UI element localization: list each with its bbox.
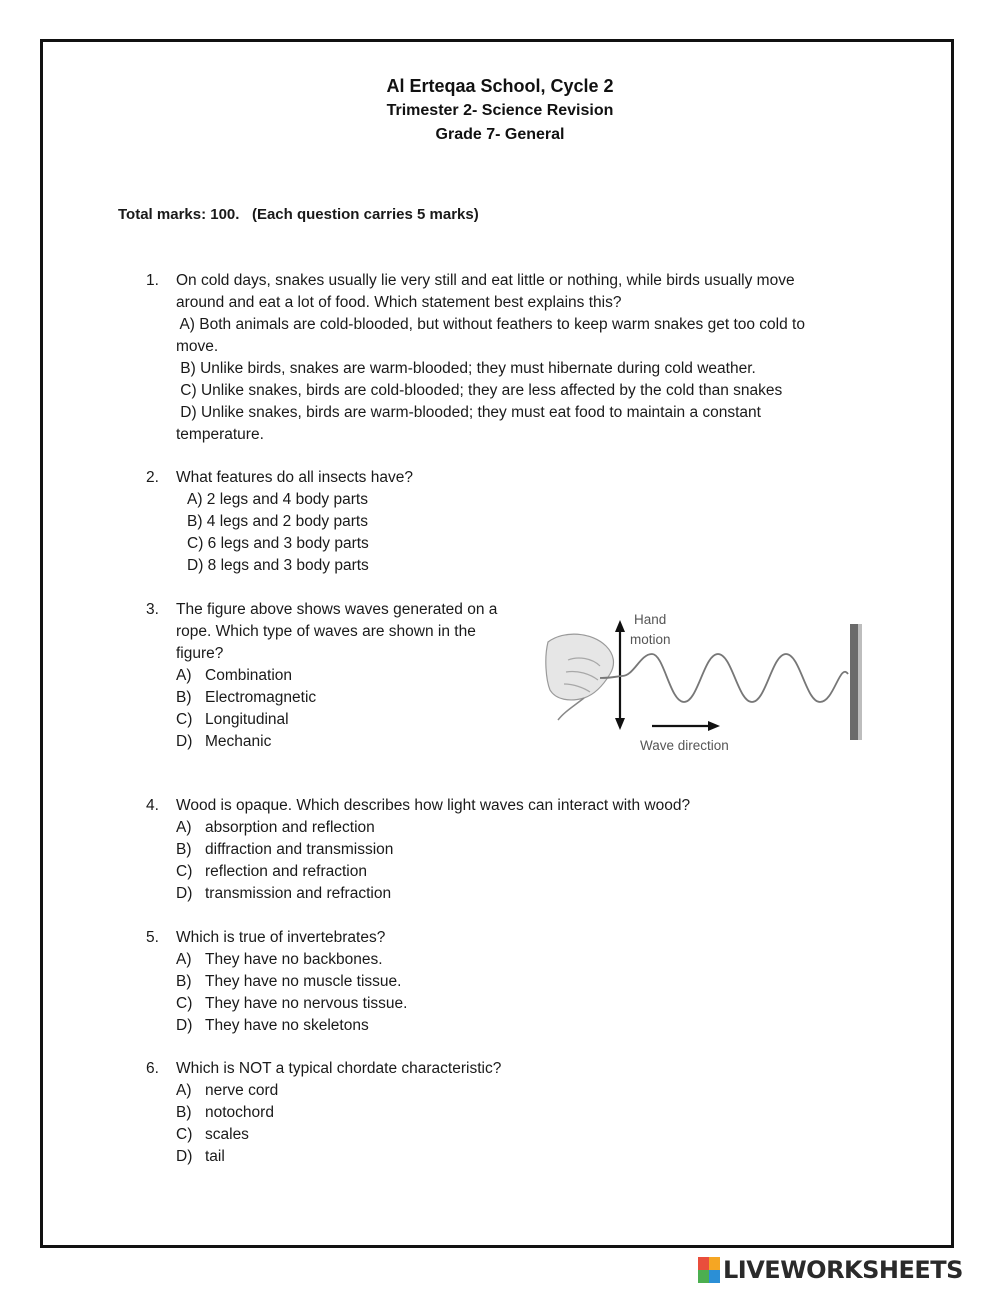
answer-option[interactable]: D) Unlike snakes, birds are warm-blooded; they must eat food to maintain a constant: [176, 404, 761, 421]
school-title: Al Erteqaa School, Cycle 2: [386, 76, 614, 96]
question-number: 6.: [146, 1060, 159, 1077]
question-number: 4.: [146, 797, 159, 814]
wave-direction-label: Wave direction: [640, 738, 729, 753]
wall: [850, 624, 858, 740]
option-letter: D): [176, 1148, 193, 1165]
answer-option[interactable]: [176, 1146, 746, 1168]
option-text: reflection and refraction: [205, 863, 367, 880]
question-5: [146, 927, 746, 1037]
option-letter: B): [176, 973, 192, 990]
question-stem-line: Which is true of invertebrates?: [176, 929, 386, 946]
option-text: They have no backbones.: [205, 951, 383, 968]
motion-label: motion: [630, 632, 671, 647]
answer-option[interactable]: [176, 839, 846, 861]
option-letter: A): [176, 819, 192, 836]
question-stem-line: around and eat a lot of food. Which statement best explains this?: [176, 294, 622, 311]
answer-option[interactable]: [176, 731, 526, 753]
logo-square-icon: [698, 1257, 709, 1270]
option-letter: B): [176, 1104, 192, 1121]
question-stem-line: rope. Which type of waves are shown in the: [176, 623, 476, 640]
answer-option[interactable]: C) Unlike snakes, birds are cold-blooded; they are less affected by the cold than snakes: [176, 382, 783, 399]
option-text: nerve cord: [205, 1082, 279, 1099]
logo-square-icon: [709, 1257, 720, 1270]
option-letter: A): [176, 951, 192, 968]
question-number: 1.: [146, 272, 159, 289]
option-letter: D): [176, 885, 193, 902]
answer-option-continued: temperature.: [176, 426, 264, 443]
option-text: diffraction and transmission: [205, 841, 394, 858]
wave-direction-arrow: [652, 721, 720, 731]
total-marks-note: Total marks: 100. (Each question carries 5 marks): [118, 206, 479, 223]
option-text: scales: [205, 1126, 249, 1143]
answer-option[interactable]: D) 8 legs and 3 body parts: [187, 557, 369, 574]
answer-option[interactable]: [176, 817, 846, 839]
question-4: [146, 795, 846, 905]
option-text: tail: [205, 1148, 225, 1165]
answer-option[interactable]: [176, 665, 526, 687]
option-text: They have no nervous tissue.: [205, 995, 408, 1012]
option-text: Electromagnetic: [205, 689, 317, 706]
answer-option[interactable]: B) Unlike birds, snakes are warm-blooded; they must hibernate during cold weather.: [176, 360, 756, 377]
option-text: Mechanic: [205, 733, 272, 750]
answer-option[interactable]: [176, 687, 526, 709]
option-letter: C): [176, 711, 193, 728]
hand-label: Hand: [634, 612, 667, 627]
question-stem-line: The figure above shows waves generated on a: [176, 601, 498, 618]
answer-option[interactable]: [176, 993, 746, 1015]
question-3: [146, 599, 526, 753]
answer-option[interactable]: B) 4 legs and 2 body parts: [187, 513, 368, 530]
question-stem-line: Which is NOT a typical chordate characteristic?: [176, 1060, 502, 1077]
answer-option[interactable]: [176, 1102, 746, 1124]
option-text: Combination: [205, 667, 293, 684]
answer-option[interactable]: [176, 709, 526, 731]
answer-option[interactable]: [176, 861, 846, 883]
option-letter: A): [176, 1082, 192, 1099]
question-6: [146, 1058, 746, 1168]
option-text: transmission and refraction: [205, 885, 392, 902]
worksheet-subtitle: Trimester 2- Science Revision: [386, 102, 614, 119]
option-letter: C): [176, 1126, 193, 1143]
answer-option[interactable]: [176, 1124, 746, 1146]
question-1: [146, 270, 886, 446]
option-letter: C): [176, 995, 193, 1012]
option-letter: A): [176, 667, 192, 684]
option-text: Longitudinal: [205, 711, 289, 728]
option-text: They have no muscle tissue.: [205, 973, 402, 990]
answer-option[interactable]: A) 2 legs and 4 body parts: [187, 491, 368, 508]
liveworksheets-logo: [698, 1256, 963, 1284]
logo-square-icon: [698, 1270, 709, 1283]
logo-mark-icon: [698, 1257, 720, 1283]
option-text: absorption and reflection: [205, 819, 375, 836]
option-letter: B): [176, 841, 192, 858]
question-number: 5.: [146, 929, 159, 946]
option-text: notochord: [205, 1104, 274, 1121]
option-letter: D): [176, 1017, 193, 1034]
option-text: They have no skeletons: [205, 1017, 369, 1034]
rope-wave-figure: [544, 602, 874, 762]
question-stem-line: What features do all insects have?: [176, 469, 413, 486]
answer-option[interactable]: C) 6 legs and 3 body parts: [187, 535, 369, 552]
answer-option[interactable]: A) Both animals are cold-blooded, but without feathers to keep warm snakes get too cold to: [176, 316, 805, 333]
wall-shadow: [858, 624, 862, 740]
question-stem-line: figure?: [176, 645, 224, 662]
question-2: [146, 467, 746, 577]
question-number: 3.: [146, 601, 159, 618]
option-letter: D): [176, 733, 193, 750]
answer-option[interactable]: [176, 883, 846, 905]
answer-option[interactable]: [176, 949, 746, 971]
answer-option[interactable]: [176, 1080, 746, 1102]
question-number: 2.: [146, 469, 159, 486]
rope-wave: [600, 654, 848, 702]
question-stem-line: Wood is opaque. Which describes how light waves can interact with wood?: [176, 797, 691, 814]
option-letter: B): [176, 689, 192, 706]
logo-square-icon: [709, 1270, 720, 1283]
answer-option-continued: move.: [176, 338, 219, 355]
question-stem-line: On cold days, snakes usually lie very still and eat little or nothing, while birds usually move: [176, 272, 795, 289]
grade-label: Grade 7- General: [435, 126, 565, 143]
option-letter: C): [176, 863, 193, 880]
answer-option[interactable]: [176, 1015, 746, 1037]
logo-brand-text: LIVEWORKSHEETS: [723, 1256, 963, 1284]
answer-option[interactable]: [176, 971, 746, 993]
